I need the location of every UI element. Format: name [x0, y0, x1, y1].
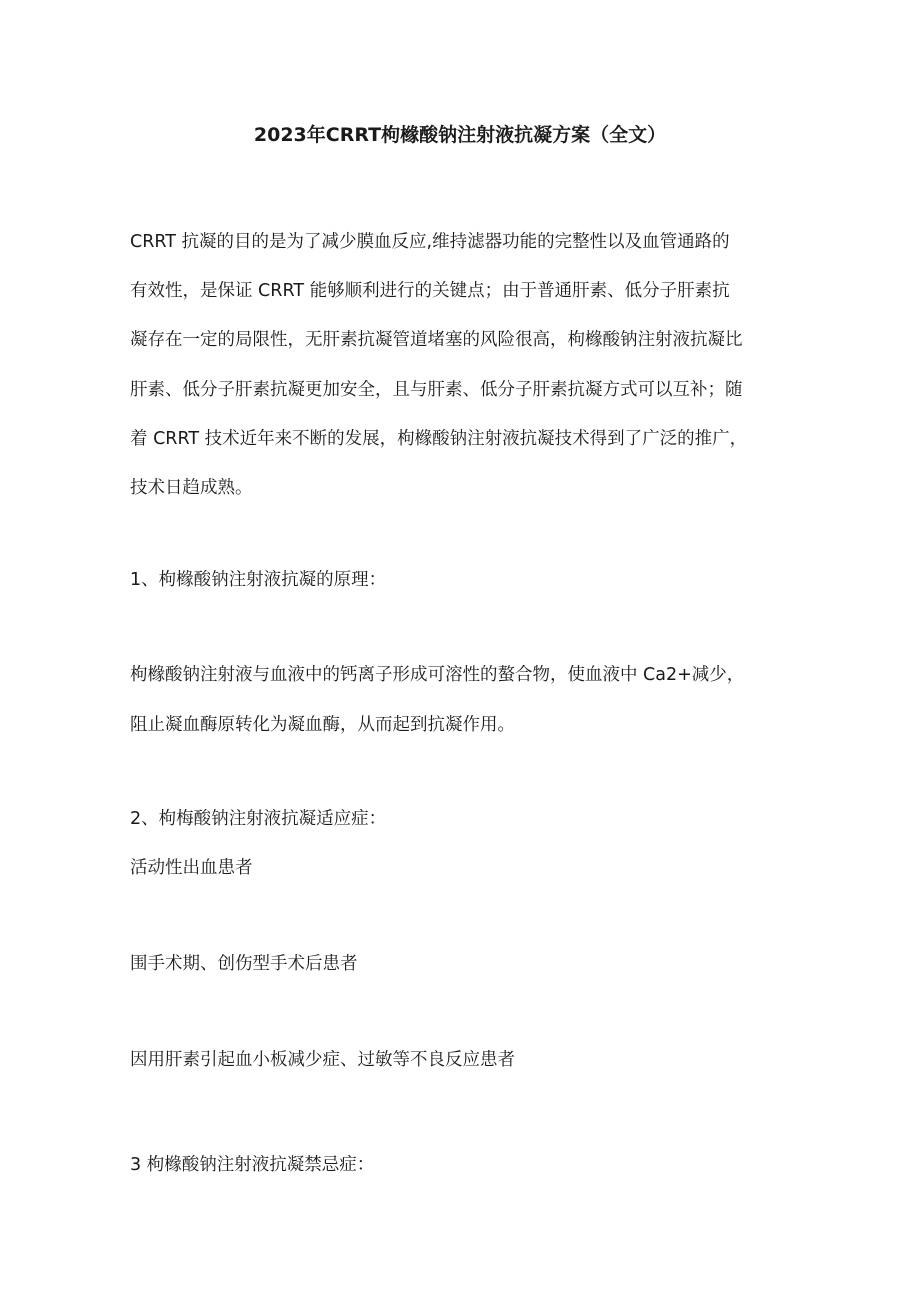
intro-line: 肝素、低分子肝素抗凝更加安全，且与肝素、低分子肝素抗凝方式可以互补；随: [130, 379, 743, 400]
intro-paragraph: [130, 227, 795, 522]
intro-line: CRRT 抗凝的目的是为了减少膜血反应,维持滤器功能的完整性以及血管通路的: [130, 232, 730, 252]
principle-line: 阻止凝血酶原转化为凝血酶，从而起到抗凝作用。: [130, 715, 515, 735]
intro-line: 有效性，是保证 CRRT 能够顺利进行的关键点；由于普通肝素、低分子肝素抗: [130, 281, 730, 302]
intro-line: 着 CRRT 技术近年来不断的发展，枸橼酸钠注射液抗凝技术得到了广泛的推广，: [130, 428, 748, 449]
section1-heading: 1、枸橼酸钠注射液抗凝的原理：: [130, 570, 387, 590]
indication-item: 围手术期、创伤型手术后患者: [130, 954, 358, 974]
indication-item: 活动性出血患者: [130, 858, 253, 878]
document-title: 2023年CRRT枸橼酸钠注射液抗凝方案（全文）: [253, 124, 667, 146]
intro-line: 技术日趋成熟。: [130, 477, 253, 498]
section1-paragraph: [130, 660, 744, 760]
principle-line: 枸橼酸钠注射液与血液中的钙离子形成可溶性的螯合物，使血液中 Ca2+减少，: [130, 665, 745, 685]
intro-line: 凝存在一定的局限性，无肝素抗凝管道堵塞的风险很高，枸橼酸钠注射液抗凝比: [130, 330, 743, 351]
section2-heading: 2、枸梅酸钠注射液抗凝适应症：: [130, 809, 387, 829]
section3-heading: 3 枸橼酸钠注射液抗凝禁忌症：: [130, 1155, 375, 1175]
indication-item: 因用肝素引起血小板减少症、过敏等不良反应患者: [130, 1050, 515, 1070]
